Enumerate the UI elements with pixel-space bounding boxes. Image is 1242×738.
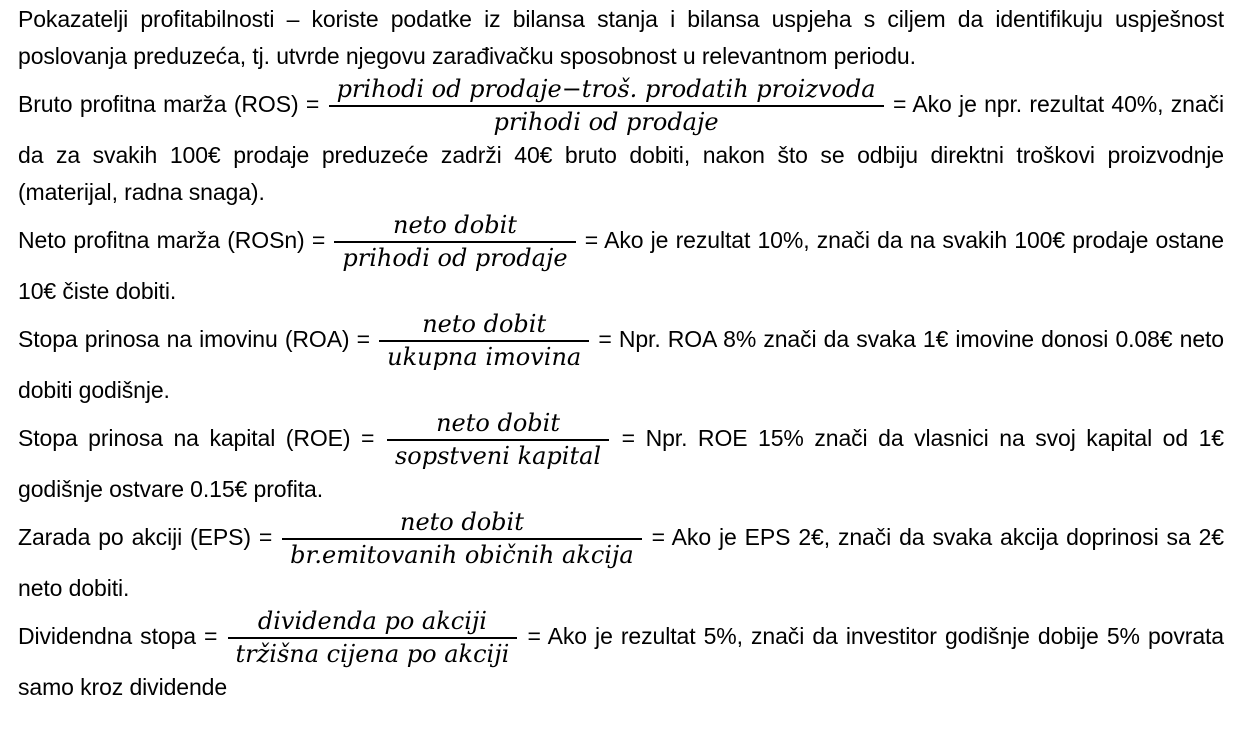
fraction-denominator: ukupna imovina bbox=[387, 343, 582, 371]
fraction-numerator: neto dobit bbox=[387, 409, 609, 441]
fraction-numerator: dividenda po akciji bbox=[228, 607, 518, 639]
fraction-denominator: br.emitovanih običnih akcija bbox=[290, 541, 634, 569]
fraction-numerator: prihodi od prodaje−troš. prodatih proizvoda bbox=[329, 75, 884, 107]
formula-explanation: = Ako je rezultat 5%, znači da investitor godišnje dobije 5% povrata samo kroz dividende bbox=[18, 623, 1224, 700]
formula-explanation: = Ako je npr. rezultat 40%, znači da za svakih 100€ prodaje preduzeće zadrži 40€ bruto dobiti, nakon što se odbiju direktni troškovi proizvodnje (materijal, radna snaga). bbox=[18, 91, 1224, 205]
formula-explanation: = Npr. ROE 15% znači da vlasnici na svoj kapital od 1€ godišnje ostvare 0.15€ profita. bbox=[18, 425, 1224, 502]
formula-label: Zarada po akciji (EPS) = bbox=[18, 524, 273, 551]
formula-paragraph-roa bbox=[18, 310, 1224, 409]
fraction-numerator: neto dobit bbox=[282, 508, 642, 540]
formula-label: Stopa prinosa na imovinu (ROA) = bbox=[18, 326, 370, 353]
formula-label: Neto profitna marža (ROSn) = bbox=[18, 227, 326, 254]
formula-paragraph-rosn bbox=[18, 211, 1224, 310]
fraction bbox=[334, 211, 575, 273]
formula-label: Stopa prinosa na kapital (ROE) = bbox=[18, 425, 375, 452]
formula-paragraph-ros bbox=[18, 75, 1224, 211]
fraction bbox=[387, 409, 609, 471]
formula-label: Dividendna stopa = bbox=[18, 623, 218, 650]
formula-explanation: = Npr. ROA 8% znači da svaka 1€ imovine donosi 0.08€ neto dobiti godišnje. bbox=[18, 326, 1224, 403]
intro-paragraph bbox=[18, 1, 1224, 75]
formula-paragraph-eps bbox=[18, 508, 1224, 607]
formula-explanation: = Ako je rezultat 10%, znači da na svakih 100€ prodaje ostane 10€ čiste dobiti. bbox=[18, 227, 1224, 304]
fraction-denominator: sopstveni kapital bbox=[394, 442, 602, 470]
fraction bbox=[329, 75, 884, 137]
fraction-denominator: tržišna cijena po akciji bbox=[235, 640, 510, 668]
fraction bbox=[282, 508, 642, 570]
fraction-numerator: neto dobit bbox=[379, 310, 589, 342]
formula-label: Bruto profitna marža (ROS) = bbox=[18, 91, 320, 118]
fraction-denominator: prihodi od prodaje bbox=[342, 244, 568, 272]
fraction-denominator: prihodi od prodaje bbox=[493, 108, 719, 136]
formula-paragraph-dividend bbox=[18, 607, 1224, 706]
intro-text: Pokazatelji profitabilnosti – koriste podatke iz bilansa stanja i bilansa uspjeha s ciljem da identifikuju uspješnost poslovanja preduzeća, tj. utvrde njegovu zarađivačku sposobnost u relevantnom periodu. bbox=[18, 6, 1224, 69]
fraction bbox=[379, 310, 589, 372]
fraction-numerator: neto dobit bbox=[334, 211, 575, 243]
fraction bbox=[228, 607, 518, 669]
formula-explanation: = Ako je EPS 2€, znači da svaka akcija doprinosi sa 2€ neto dobiti. bbox=[18, 524, 1224, 601]
formula-paragraph-roe bbox=[18, 409, 1224, 508]
